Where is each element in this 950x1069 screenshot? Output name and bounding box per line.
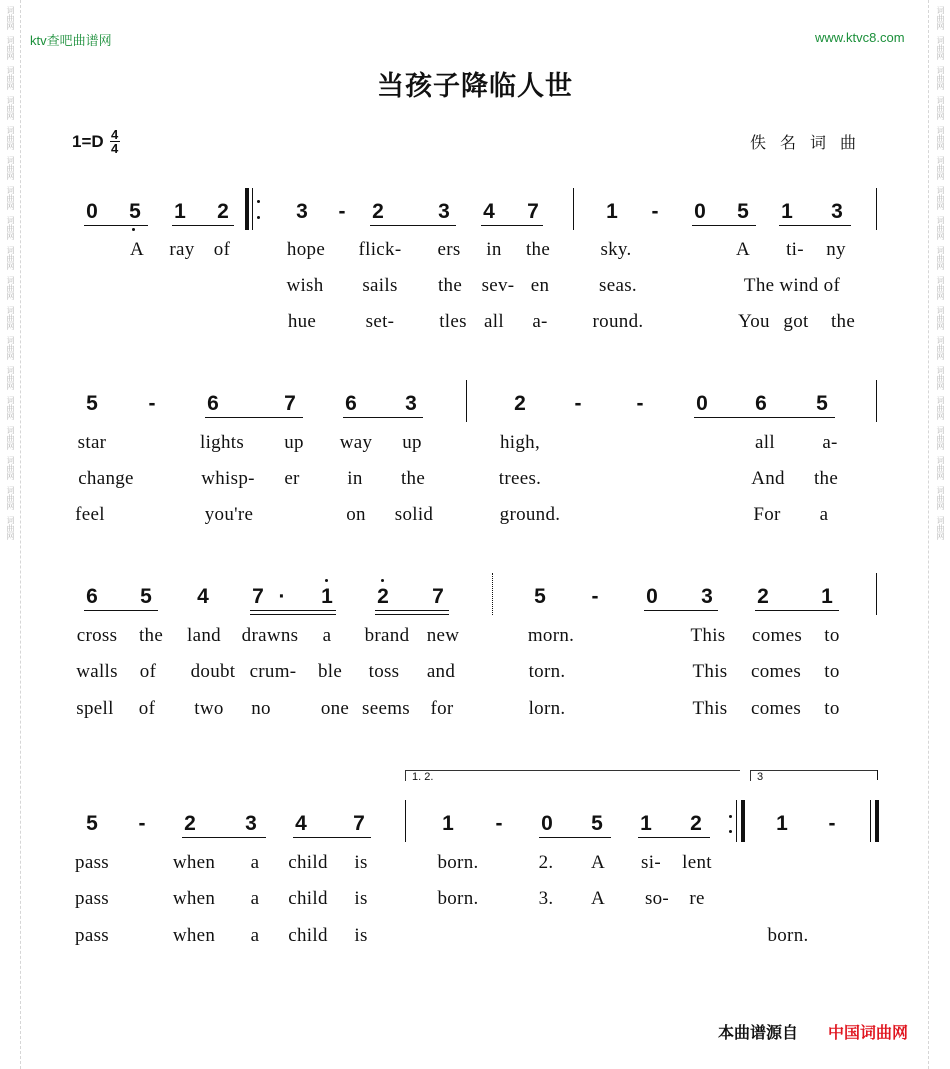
note: 1 — [821, 585, 833, 608]
lyric: no — [251, 698, 271, 719]
note: 5 — [86, 392, 98, 415]
watermark-mark: 词曲网 — [6, 276, 15, 300]
watermark-mark: 词曲网 — [6, 36, 15, 60]
note: - — [828, 812, 836, 835]
lyric: tles — [439, 311, 467, 332]
lyric: pass — [75, 888, 109, 909]
note: - — [591, 585, 599, 608]
watermark-mark: 词曲网 — [936, 6, 945, 30]
lyric: ble — [317, 661, 343, 682]
note: 0 — [646, 585, 658, 608]
lyric: new — [426, 625, 460, 646]
lyric: pass — [75, 925, 109, 946]
lyric: you're — [204, 504, 254, 525]
note: 2 — [184, 812, 196, 835]
watermark-mark: 词曲网 — [936, 216, 945, 240]
note: 3 — [701, 585, 713, 608]
watermark-mark: 词曲网 — [936, 156, 945, 180]
lyric: up — [284, 432, 304, 453]
lyric: child — [288, 925, 328, 946]
lyric: when — [172, 925, 216, 946]
lyric: set- — [365, 311, 395, 332]
time-top: 4 — [111, 127, 119, 142]
lyric: round. — [592, 311, 644, 332]
note: 5 — [534, 585, 546, 608]
lyric: sev- — [481, 275, 515, 296]
lyric: hope — [286, 239, 326, 260]
lyric: a — [322, 625, 332, 646]
watermark-mark: 词曲网 — [6, 6, 15, 30]
watermark-mark: 词曲网 — [936, 396, 945, 420]
note: 7 — [252, 585, 264, 608]
note: - — [148, 392, 156, 415]
lyric: pass — [75, 852, 109, 873]
note: 2 — [372, 200, 384, 223]
lyric: sails — [362, 275, 398, 296]
watermark-mark: 词曲网 — [6, 486, 15, 510]
note: 7 — [353, 812, 365, 835]
lyric: when — [172, 852, 216, 873]
note: 5 — [86, 812, 98, 835]
lyric: walls — [76, 661, 118, 682]
volta-first-ending: 1. 2. — [405, 770, 740, 781]
note: 3 — [831, 200, 843, 223]
note: 5 — [737, 200, 749, 223]
note: 1 — [776, 812, 788, 835]
lyric: is — [354, 888, 368, 909]
watermark-mark: 词曲网 — [6, 306, 15, 330]
watermark-mark: 词曲网 — [6, 396, 15, 420]
watermark-mark: 词曲网 — [6, 516, 15, 540]
lyric: born. — [437, 888, 479, 909]
time-signature — [110, 128, 120, 155]
lyric: got — [783, 311, 809, 332]
lyric: trees. — [498, 468, 542, 489]
song-title: 当孩子降临人世 — [377, 71, 573, 102]
right-watermark-strip — [932, 0, 948, 1069]
lyric: when — [172, 888, 216, 909]
lyric: er — [284, 468, 300, 489]
lyric: lights — [199, 432, 245, 453]
note: 0 — [694, 200, 706, 223]
note: 7 — [527, 200, 539, 223]
lyric: whisp- — [201, 468, 255, 489]
lyric: torn. — [528, 661, 566, 682]
lyric: wish — [286, 275, 324, 296]
lyric: child — [288, 888, 328, 909]
lyric: change — [78, 468, 134, 489]
lyric: child — [288, 852, 328, 873]
lyric: spell — [76, 698, 114, 719]
lyric: This — [692, 661, 728, 682]
lyric: the — [138, 625, 164, 646]
lyric: the — [813, 468, 839, 489]
lyric: seems — [362, 698, 410, 719]
lyric: is — [354, 925, 368, 946]
lyric: ti- — [786, 239, 804, 260]
note: 5 — [140, 585, 152, 608]
lyric: ny — [826, 239, 846, 260]
note: 6 — [207, 392, 219, 415]
lyric: A — [590, 888, 606, 909]
watermark-mark: 词曲网 — [6, 456, 15, 480]
lyric: solid — [394, 504, 434, 525]
lyric: ers — [437, 239, 461, 260]
note: 3 — [438, 200, 450, 223]
note: 2 — [217, 200, 229, 223]
site-left-label: ktv查吧曲谱网 — [30, 33, 112, 48]
note: 1 — [606, 200, 618, 223]
lyric: a — [250, 888, 260, 909]
note: 3 — [296, 200, 308, 223]
watermark-mark: 词曲网 — [936, 306, 945, 330]
note: 4 — [483, 200, 495, 223]
watermark-mark: 词曲网 — [936, 456, 945, 480]
lyric: sky. — [600, 239, 632, 260]
lyric: And — [751, 468, 785, 489]
note: 5 — [816, 392, 828, 415]
lyric: to — [824, 698, 840, 719]
lyric: toss — [368, 661, 400, 682]
lyric: hue — [287, 311, 317, 332]
note: - — [495, 812, 503, 835]
lyric: This — [690, 625, 726, 646]
note: 2 — [690, 812, 702, 835]
note: - — [636, 392, 644, 415]
lyric: all — [484, 311, 504, 332]
note: 5 — [591, 812, 603, 835]
watermark-mark: 词曲网 — [936, 276, 945, 300]
watermark-mark: 词曲网 — [6, 246, 15, 270]
lyric: doubt — [190, 661, 236, 682]
note: 3 — [245, 812, 257, 835]
site-right-label: www.ktvc8.com — [815, 30, 905, 45]
note: - — [138, 812, 146, 835]
watermark-mark: 词曲网 — [6, 96, 15, 120]
watermark-mark: 词曲网 — [936, 36, 945, 60]
lyric: brand — [364, 625, 410, 646]
watermark-mark: 词曲网 — [6, 216, 15, 240]
source-site-link[interactable]: 中国词曲网 — [828, 1023, 909, 1042]
watermark-mark: 词曲网 — [6, 186, 15, 210]
lyric: all — [755, 432, 775, 453]
lyric: two — [194, 698, 224, 719]
watermark-mark: 词曲网 — [6, 66, 15, 90]
note: 7 — [432, 585, 444, 608]
lyric: You — [738, 311, 770, 332]
note: 6 — [345, 392, 357, 415]
lyric: morn. — [527, 625, 575, 646]
lyric: en — [530, 275, 550, 296]
lyric: cross — [76, 625, 118, 646]
watermark-mark: 词曲网 — [6, 366, 15, 390]
note: 0 — [541, 812, 553, 835]
note: 2 — [514, 392, 526, 415]
note: 1 — [640, 812, 652, 835]
note: 4 — [197, 585, 209, 608]
lyric: For — [753, 504, 781, 525]
note: 1 — [781, 200, 793, 223]
lyric: feel — [75, 504, 105, 525]
lyric: way — [339, 432, 373, 453]
lyric: on — [346, 504, 366, 525]
watermark-mark: 词曲网 — [6, 126, 15, 150]
lyric: A — [590, 852, 606, 873]
lyric: 3. — [538, 888, 554, 909]
lyric: to — [824, 661, 840, 682]
lyric: and — [426, 661, 456, 682]
lyric: up — [402, 432, 422, 453]
time-bottom: 4 — [111, 141, 119, 156]
source-label: 本曲谱源自 — [718, 1023, 799, 1042]
lyric: of — [213, 239, 231, 260]
note: 6 — [86, 585, 98, 608]
watermark-mark: 词曲网 — [936, 426, 945, 450]
note: - — [338, 200, 346, 223]
lyric: This — [692, 698, 728, 719]
lyric: crum- — [249, 661, 297, 682]
lyric: 2. — [538, 852, 554, 873]
note: 5 — [129, 200, 141, 223]
lyric: ground. — [499, 504, 561, 525]
note: 2 — [377, 585, 389, 608]
key-label: 1=D — [72, 131, 104, 151]
lyric: A — [129, 239, 145, 260]
watermark-mark: 词曲网 — [936, 186, 945, 210]
lyric: flick- — [358, 239, 402, 260]
lyric: A — [735, 239, 751, 260]
note: 0 — [696, 392, 708, 415]
lyric: the — [437, 275, 463, 296]
lyric: a- — [822, 432, 838, 453]
lyric: si- — [641, 852, 661, 873]
lyric: comes — [751, 625, 803, 646]
watermark-mark: 词曲网 — [6, 426, 15, 450]
note: 4 — [295, 812, 307, 835]
lyric: of — [139, 661, 157, 682]
lyric: drawns — [241, 625, 299, 646]
lyric: the — [400, 468, 426, 489]
author-credit: 佚名词曲 — [750, 133, 871, 152]
note: 6 — [755, 392, 767, 415]
note: 1 — [442, 812, 454, 835]
note: 1 — [321, 585, 333, 608]
lyric: for — [430, 698, 454, 719]
volta-second-ending: 3 — [750, 770, 877, 781]
lyric: so- — [644, 888, 670, 909]
watermark-mark: 词曲网 — [6, 156, 15, 180]
watermark-mark: 词曲网 — [936, 366, 945, 390]
note: - — [651, 200, 659, 223]
dot-note: · — [278, 585, 286, 608]
watermark-mark: 词曲网 — [936, 516, 945, 540]
lyric: born. — [437, 852, 479, 873]
watermark-mark: 词曲网 — [6, 336, 15, 360]
lyric: in — [347, 468, 363, 489]
lyric: ray — [169, 239, 195, 260]
note: - — [574, 392, 582, 415]
note: 1 — [174, 200, 186, 223]
note: 2 — [757, 585, 769, 608]
lyric: seas. — [599, 275, 637, 296]
lyric: a — [250, 925, 260, 946]
lyric: is — [354, 852, 368, 873]
lyric: land — [187, 625, 221, 646]
watermark-mark: 词曲网 — [936, 486, 945, 510]
watermark-mark: 词曲网 — [936, 126, 945, 150]
lyric: comes — [750, 661, 802, 682]
lyric: born. — [767, 925, 809, 946]
watermark-mark: 词曲网 — [936, 246, 945, 270]
lyric: in — [486, 239, 502, 260]
lyric: a- — [532, 311, 548, 332]
lyric: star — [77, 432, 107, 453]
watermark-mark: 词曲网 — [936, 66, 945, 90]
lyric: a — [819, 504, 829, 525]
key-signature — [72, 128, 120, 155]
lyric: one — [320, 698, 350, 719]
lyric: a — [250, 852, 260, 873]
lyric: comes — [750, 698, 802, 719]
note: 7 — [284, 392, 296, 415]
note: 0 — [86, 200, 98, 223]
lyric: The wind of — [743, 275, 841, 296]
lyric: to — [824, 625, 840, 646]
lyric: lent — [682, 852, 712, 873]
watermark-mark: 词曲网 — [936, 96, 945, 120]
lyric: lorn. — [528, 698, 566, 719]
lyric: re — [689, 888, 705, 909]
lyric: high, — [499, 432, 541, 453]
lyric: the — [830, 311, 856, 332]
note: 3 — [405, 392, 417, 415]
left-watermark-strip — [2, 0, 18, 1069]
lyric: of — [138, 698, 156, 719]
lyric: the — [525, 239, 551, 260]
watermark-mark: 词曲网 — [936, 336, 945, 360]
